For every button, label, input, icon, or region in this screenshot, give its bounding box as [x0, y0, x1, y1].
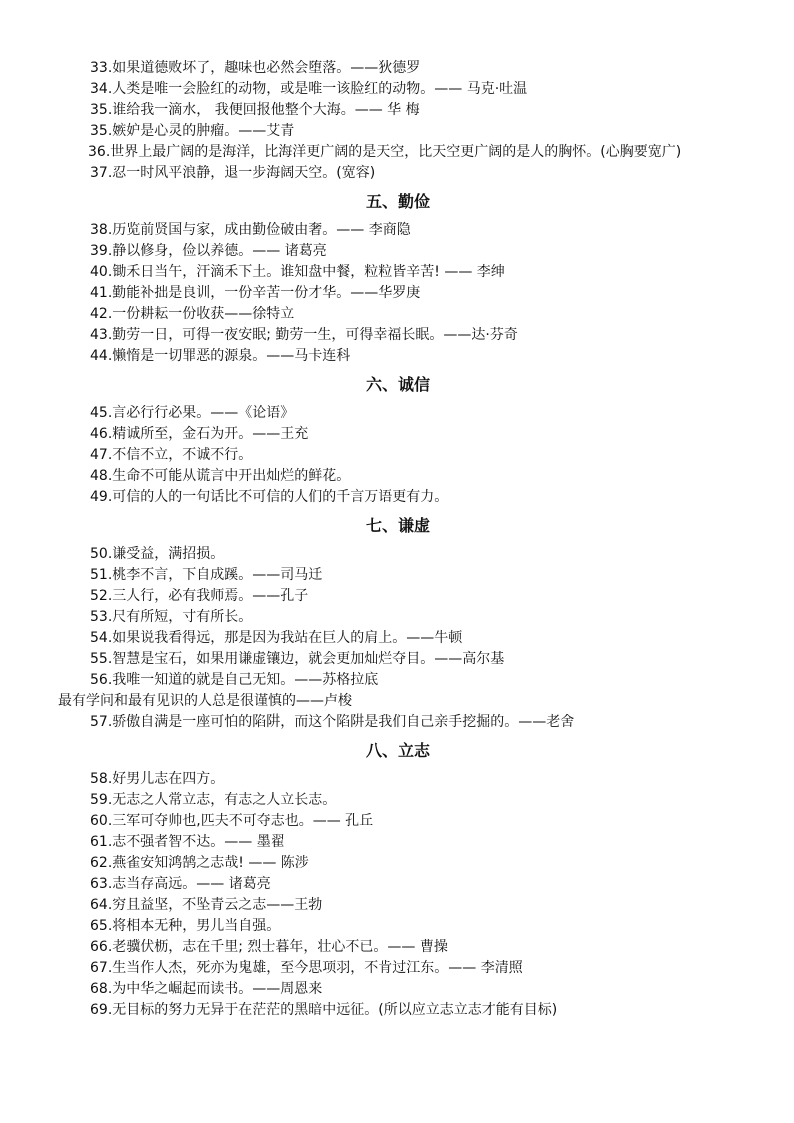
document-page [58, 58, 738, 1021]
section-title: 五、勤俭 [365, 192, 430, 211]
quote-line: 66.老骥伏枥，志在千里; 烈士暮年，壮心不已。—— 曹操 [90, 939, 448, 955]
quote-line: 37.忍一时风平浪静，退一步海阔天空。(宽容) [90, 165, 376, 181]
section-modesty [58, 508, 738, 733]
quote-line: 最有学问和最有见识的人总是很谨慎的——卢梭 [58, 693, 352, 709]
quote-line: 40.锄禾日当午，汗滴禾下土。谁知盘中餐，粒粒皆辛苦! —— 李绅 [90, 264, 505, 280]
quote-line: 34.人类是唯一会脸红的动物，或是唯一该脸红的动物。—— 马克·吐温 [90, 81, 528, 97]
quote-line: 47.不信不立，不诚不行。 [90, 447, 253, 463]
quote-line: 59.无志之人常立志，有志之人立长志。 [90, 792, 337, 808]
quote-line: 53.尺有所短，寸有所长。 [90, 609, 253, 625]
quote-line: 44.懒惰是一切罪恶的源泉。——马卡连科 [90, 348, 351, 364]
quote-line: 69.无目标的努力无异于在茫茫的黑暗中远征。(所以应立志立志才能有目标) [90, 1002, 558, 1018]
quote-line: 46.精诚所至，金石为开。——王充 [90, 426, 309, 442]
quote-line: 51.桃李不言，下自成蹊。——司马迁 [90, 567, 323, 583]
section-title: 六、诚信 [365, 375, 430, 394]
quote-line: 50.谦受益，满招损。 [90, 546, 225, 562]
quote-line: 68.为中华之崛起而读书。——周恩来 [90, 981, 323, 997]
quote-line: 56.我唯一知道的就是自己无知。——苏格拉底 [90, 672, 379, 688]
section-diligence [58, 184, 738, 367]
quote-line: 48.生命不可能从谎言中开出灿烂的鲜花。 [90, 468, 351, 484]
quote-line: 60.三军可夺帅也,匹夫不可夺志也。—— 孔丘 [90, 813, 374, 829]
section-integrity [58, 367, 738, 508]
quote-line: 49.可信的人的一句话比不可信的人们的千言万语更有力。 [90, 489, 449, 505]
quote-line: 55.智慧是宝石，如果用谦虚镶边，就会更加灿烂夺目。——高尔基 [90, 651, 505, 667]
section-title: 七、谦虚 [365, 516, 430, 535]
section-title: 八、立志 [365, 741, 430, 760]
quote-line: 65.将相本无种，男儿当自强。 [90, 918, 281, 934]
quote-line: 67.生当作人杰，死亦为鬼雄，至今思项羽，不肯过江东。—— 李清照 [90, 960, 523, 976]
quote-line: 39.静以修身，俭以养德。—— 诸葛亮 [90, 243, 327, 259]
quote-line: 33.如果道德败坏了，趣味也必然会堕落。——狄德罗 [90, 60, 421, 76]
quote-line: 61.志不强者智不达。—— 墨翟 [90, 834, 285, 850]
quote-line: 63.志当存高远。—— 诸葛亮 [90, 876, 271, 892]
quote-line: 64.穷且益坚，不坠青云之志——王勃 [90, 897, 323, 913]
quote-line: 54.如果说我看得远，那是因为我站在巨人的肩上。——牛顿 [90, 630, 463, 646]
quote-line: 42.一份耕耘一份收获——徐特立 [90, 306, 295, 322]
quote-line: 38.历览前贤国与家，成由勤俭破由奢。—— 李商隐 [90, 222, 411, 238]
quote-line: 35.谁给我一滴水， 我便回报他整个大海。—— 华 梅 [90, 102, 420, 118]
quote-line: 43.勤劳一日，可得一夜安眠; 勤劳一生，可得幸福长眠。——达·芬奇 [90, 327, 518, 343]
quote-line: 58.好男儿志在四方。 [90, 771, 225, 787]
quote-line: 57.骄傲自满是一座可怕的陷阱，而这个陷阱是我们自己亲手挖掘的。——老舍 [90, 714, 575, 730]
intro-quotes [58, 58, 738, 184]
quote-line: 62.燕雀安知鸿鹄之志哉! —— 陈涉 [90, 855, 309, 871]
quote-line: 41.勤能补拙是良训，一份辛苦一份才华。——华罗庚 [90, 285, 421, 301]
quote-line: 36.世界上最广阔的是海洋，比海洋更广阔的是天空，比天空更广阔的是人的胸怀。(心胸要宽广) [88, 144, 682, 160]
quote-line: 35.嫉妒是心灵的肿瘤。——艾青 [90, 123, 295, 139]
section-ambition [58, 733, 738, 1021]
quote-line: 52.三人行，必有我师焉。——孔子 [90, 588, 309, 604]
quote-line: 45.言必行行必果。——《论语》 [90, 405, 295, 421]
